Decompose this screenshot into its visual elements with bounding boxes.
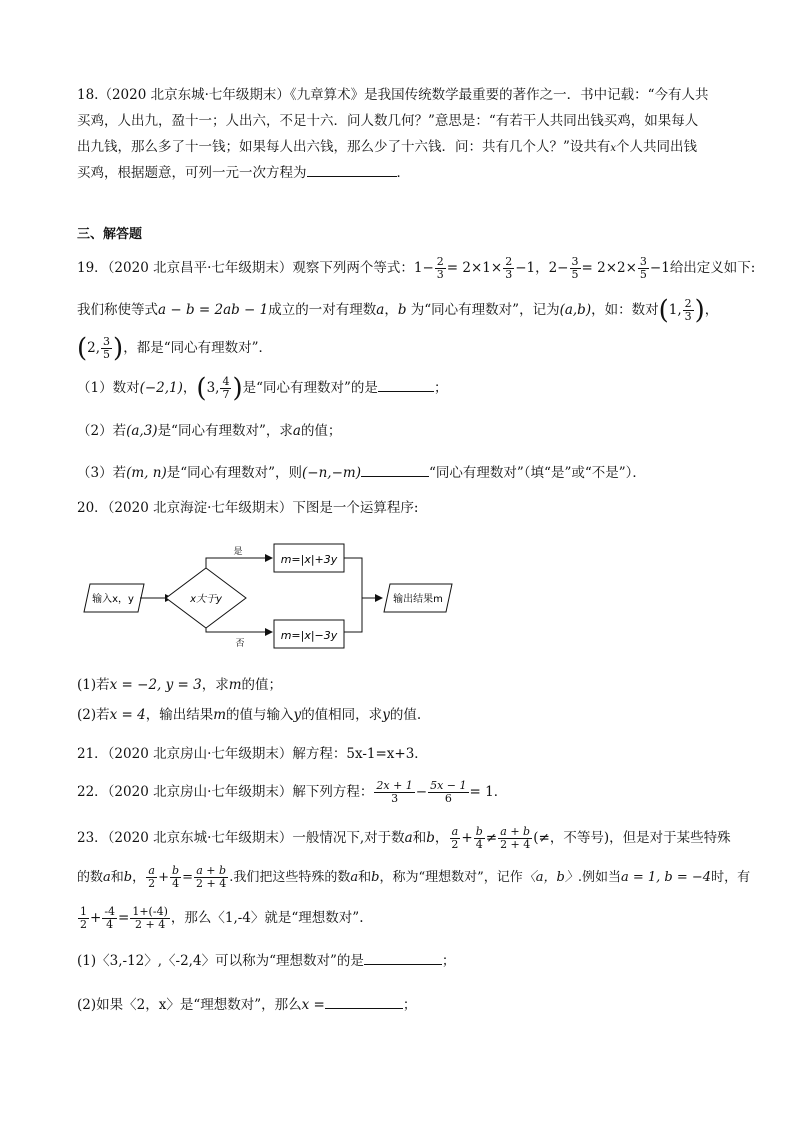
q19-eq1-frac2	[503, 256, 514, 281]
q22-frac1	[374, 780, 414, 805]
q23-p1-end: ；	[441, 953, 456, 969]
q20-p2-var: m	[213, 707, 227, 723]
q19-def2: 成立的一对有理数	[268, 302, 377, 318]
q19-ex2-lead: 2,	[87, 340, 101, 356]
q19-p1-den: 7	[222, 388, 230, 401]
flow-box-top-label: m=|x|+3y	[280, 553, 338, 566]
q19-eq2-tail: −1	[649, 260, 670, 276]
q19-ex1-num: 2	[684, 297, 692, 310]
q19-eq1-frac1	[435, 256, 446, 281]
q23-l1-c: ，	[434, 830, 449, 846]
q23-l1-a: 23．（2020 北京东城·七年级期末）一般情况下,对于数	[77, 830, 405, 846]
q23-part1	[77, 952, 455, 970]
q22-frac2	[428, 780, 468, 805]
q19-p1-a: （1）数对	[77, 380, 140, 396]
q19-eq1-frac2-num: 2	[505, 255, 513, 268]
q23-l1-b: 和	[412, 830, 427, 846]
q20-part2	[77, 706, 421, 724]
q19-p1-lead: 3,	[206, 380, 220, 396]
q20-p1-cond: x = −2, y = 3	[109, 677, 202, 693]
flow-no-line	[206, 628, 272, 632]
q23-l2-frac1	[146, 865, 157, 890]
q23-l3-frac2-den: 4	[106, 918, 114, 931]
q19-eq2-frac2-den: 5	[639, 268, 647, 281]
q23-line1	[77, 822, 731, 854]
q18-line3	[77, 138, 697, 158]
q19-p3-a: （3）若	[77, 465, 127, 481]
q23-l2-frac2-num: b	[172, 864, 180, 877]
q23-l2-var-b: b	[123, 870, 133, 885]
q20-flowchart	[80, 540, 480, 660]
q23-l2-var-b2: b	[371, 870, 380, 885]
q23-p2-var: x	[301, 997, 310, 1013]
q23-l2-frac1-den: 2	[148, 877, 156, 890]
q23-l1-var-b: b	[426, 830, 435, 846]
q19-def-a: a	[376, 302, 385, 318]
flow-box-bottom-label: m=|x|−3y	[280, 629, 338, 642]
q19-eq1-frac1-den: 3	[436, 268, 444, 281]
q23-l3-frac1-num: 1	[80, 905, 87, 918]
q22-intro: 22．（2020 北京房山·七年级期末）解下列方程：	[77, 784, 374, 800]
q19-p1-pair1: (−2,1)	[139, 380, 183, 396]
q23-l2-plus: +	[158, 870, 170, 885]
q23-p2-a: (2)如果	[77, 997, 124, 1013]
q19-eq2-a: 2−	[548, 260, 569, 276]
q23-l2-frac1-num: a	[148, 864, 155, 877]
flow-decision-label: x大于y	[190, 594, 222, 605]
q23-l3-frac3-den: 2 + 4	[134, 918, 166, 931]
q22	[77, 776, 507, 808]
q19-intro: 19．（2020 北京昌平·七年级期末）观察下列两个等式：	[77, 260, 414, 276]
q19-p3-pair: (m, n)	[126, 465, 167, 481]
q23-l3-b: 就是“理想数对”.	[264, 910, 364, 926]
q19-def-eq: a − b = 2ab − 1	[158, 302, 269, 318]
q23-l3-frac3-num: 1+(-4)	[132, 905, 168, 918]
q23-line3	[77, 902, 364, 934]
q23-l2-frac3-num: a + b	[196, 864, 227, 877]
q20-part1	[77, 676, 282, 694]
q23-l2-frac2	[170, 865, 181, 890]
q19-ex-end: ，	[704, 302, 719, 318]
q23-l2-var-a: a	[103, 870, 111, 885]
q19-part3	[77, 464, 646, 482]
q23-l1-neq: ≠	[485, 830, 498, 846]
q19-def3: ，	[384, 302, 398, 318]
q18-line1: 18.（2020 北京东城·七年级期末）《九章算术》是我国传统数学最重要的著作之一．书中记载：“今有人共	[77, 87, 709, 103]
q19-p2-b: 是“同心有理数对”，求	[157, 423, 293, 439]
q23-l2-frac2-den: 4	[172, 877, 180, 890]
q19-ex2-tail: ，都是“同心有理数对”．	[123, 340, 273, 356]
q21: 21．（2020 北京房山·七年级期末）解方程：5x-1=x+3．	[77, 746, 428, 762]
q20-p2-e: 的值.	[389, 707, 422, 723]
flow-no-label: 否	[235, 639, 245, 649]
q22-frac2-den: 6	[444, 792, 452, 805]
q19-eq1-mid: = 2×1×	[446, 260, 503, 276]
q19-p2-var: a	[292, 423, 301, 439]
q23-l2-h: 时，有	[711, 870, 751, 885]
q19-part1	[77, 374, 447, 402]
q19-p1-b: ，	[182, 380, 197, 396]
q19-part2	[77, 422, 341, 440]
q23-p2-answer-blank[interactable]	[325, 996, 403, 1009]
q23-l2-d: .我们把这些特殊的数	[229, 870, 351, 885]
q19-p1-frac	[220, 376, 231, 401]
q19-def5: ，如：数对	[591, 302, 659, 318]
q23-l3-frac2	[102, 906, 117, 931]
q19-p2-pair: (a,3)	[126, 423, 158, 439]
q23-l2-frac3	[194, 865, 228, 890]
q22-frac1-num: 2x + 1	[376, 779, 413, 792]
q18-line3-tail: 个人共同出钱	[616, 139, 698, 155]
q19-p1-answer-blank[interactable]	[378, 379, 434, 392]
q23-l3-eq: =	[118, 910, 130, 926]
q22-tail: = 1．	[469, 784, 508, 800]
q23-l1-frac1-den: 2	[451, 838, 459, 851]
q19-ex2-line	[77, 334, 272, 362]
q23-p1-a: (1)	[77, 953, 97, 969]
q19-sep: ，	[535, 260, 549, 276]
q23-l2-eq: =	[182, 870, 193, 885]
q23-l2-var-a2: a	[350, 870, 359, 885]
q19-p2-c: 的值；	[300, 423, 342, 439]
q23-part2	[77, 996, 416, 1014]
q18-var-x: x	[610, 143, 617, 154]
flow-input-label: 输入x，y	[92, 594, 134, 605]
q19-ex2-lparen: (	[77, 333, 88, 364]
q23-l3-plus: +	[90, 910, 102, 926]
q22-mid: −	[415, 784, 428, 800]
q19-eq1-tail: −1	[515, 260, 536, 276]
q18-answer-blank[interactable]	[307, 164, 397, 177]
q18-line3-text: 出九钱，那么多了十一钱；如果每人出六钱，那么少了十六钱．问：共有几个人？”设共有	[77, 139, 611, 155]
q23-l2-pair: 〈a，b〉	[522, 870, 578, 885]
q23-p1-b: 可以称为“理想数对”的是	[215, 953, 364, 969]
q19-eq1-a: 1−	[413, 260, 434, 276]
q20-p2-var2: y	[293, 707, 302, 723]
q20-p2-b: ，输出结果	[145, 707, 214, 723]
q23-l2-g: .例如当	[577, 870, 621, 885]
q19-p3-pair2: (−n,−m)	[302, 465, 361, 481]
q19-intro-line	[77, 254, 755, 282]
q19-eq2-frac1-den: 5	[571, 268, 579, 281]
section-title: 三、解答题	[77, 227, 143, 242]
q23-l1-frac3	[498, 826, 532, 851]
flow-output-label: 输出结果m	[393, 594, 443, 605]
q23-l1-d: (≠，不等号)，但是对于某些特殊	[533, 830, 731, 846]
q19-ex1-lead: 1,	[668, 302, 682, 318]
q19-def-b: b	[397, 302, 407, 318]
q19-ex2-num: 3	[103, 335, 111, 348]
q19-p3-b: 是“同心有理数对”，则	[166, 465, 303, 481]
q20-p2-d: 的值相同，求	[301, 707, 383, 723]
q19-p1-c: 是“同心有理数对”的是	[242, 380, 378, 396]
q23-l2-frac3-den: 2 + 4	[196, 877, 227, 890]
q23-l1-frac2-num: b	[475, 825, 483, 838]
q23-l3-pair: 〈1,-4〉	[211, 910, 265, 926]
q19-def-line	[77, 296, 718, 324]
q19-p1-lparen: (	[196, 373, 207, 404]
q19-def4: 为“同心有理数对”，记为	[406, 302, 560, 318]
q19-ex2-den: 5	[103, 348, 111, 361]
q23-l1-plus: +	[461, 830, 473, 846]
q23-p2-b: 是“理想数对”，那么	[179, 997, 302, 1013]
q23-l3-frac1-den: 2	[80, 918, 87, 931]
q20-intro: 20．（2020 北京海淀·七年级期末）下图是一个运算程序:	[77, 500, 419, 516]
q23-l1-frac3-den: 2 + 4	[500, 838, 531, 851]
q19-p3-c: “同心有理数对”（填“是”或“不是”）．	[428, 465, 646, 481]
q22-frac2-num: 5x − 1	[430, 779, 467, 792]
q23-l2-b: 和	[110, 870, 124, 885]
q19-ex1-frac	[683, 298, 694, 323]
q23-l1-frac1	[449, 826, 460, 851]
q19-eq2-mid: = 2×2×	[581, 260, 637, 276]
q18-line4-end: ．	[396, 165, 410, 181]
q18-line4-text: 买鸡，根据题意，可列一元一次方程为	[77, 165, 307, 181]
q19-eq2-frac2-num: 3	[639, 255, 647, 268]
q19-intro-end: 给出定义如下:	[669, 260, 756, 276]
q20-p1-var: m	[228, 677, 242, 693]
q19-def1: 我们称使等式	[77, 302, 158, 318]
q23-l1-frac3-num: a + b	[500, 825, 531, 838]
q19-def-pair: (a,b)	[559, 302, 592, 318]
q18-line2: 买鸡，人出九，盈十一；人出六，不足十六．问人数几何？”意思是：“有若干人共同出钱买鸡，如果每人	[77, 113, 699, 129]
q20-p1-a: (1)若	[77, 677, 110, 693]
q23-p2-c: =	[309, 997, 325, 1013]
q23-p2-end: ；	[402, 997, 417, 1013]
q23-p1-answer-blank[interactable]	[364, 952, 442, 965]
q19-eq2-frac1	[570, 256, 581, 281]
q20-p1-b: ，求	[201, 677, 229, 693]
q19-p1-num: 4	[222, 375, 230, 388]
q20-p2-cond: x = 4	[109, 707, 146, 723]
q23-l1-frac2-den: 4	[475, 838, 483, 851]
q23-l3-frac1	[78, 906, 89, 931]
flow-yes-label: 是	[233, 547, 243, 557]
q19-p2-a: （2）若	[77, 423, 127, 439]
q23-l2-c: ，	[132, 870, 146, 885]
q23-line2	[77, 862, 750, 894]
q19-p1-rparen: )	[232, 373, 243, 404]
q19-ex1-lparen: (	[658, 295, 669, 326]
q23-l2-f: ，称为“理想数对”，记作	[379, 870, 523, 885]
q19-ex2-frac	[101, 336, 112, 361]
q23-l2-e: 和	[358, 870, 372, 885]
q23-l3-a: ，那么	[170, 910, 212, 926]
q19-p1-end: ；	[433, 380, 448, 396]
q23-p1-pairs: 〈3,-12〉,〈-2,4〉	[96, 953, 216, 969]
q19-eq1-frac2-den: 3	[505, 268, 513, 281]
q23-l1-var-a: a	[404, 830, 413, 846]
q23-l1-frac2	[474, 826, 485, 851]
q23-l2-a: 的数	[77, 870, 104, 885]
flow-yes-line	[206, 558, 272, 568]
q20-p2-a: (2)若	[77, 707, 110, 723]
q23-l1-frac1-num: a	[451, 825, 459, 838]
q20-p1-c: 的值；	[241, 677, 283, 693]
q20-p2-c: 的值与输入	[226, 707, 294, 723]
q19-ex1-den: 3	[684, 310, 692, 323]
q23-l3-frac3	[130, 906, 170, 931]
q19-p3-answer-blank[interactable]	[361, 464, 429, 477]
q18-line4	[77, 164, 410, 182]
q19-ex2-rparen: )	[113, 333, 124, 364]
q19-eq1-frac1-num: 2	[436, 255, 444, 268]
q23-p2-pair: 〈2，x〉	[123, 997, 180, 1013]
q19-eq2-frac1-num: 3	[571, 255, 579, 268]
q19-ex1-rparen: )	[694, 295, 705, 326]
q22-frac1-den: 3	[391, 792, 399, 805]
flow-merge-top	[344, 558, 362, 632]
q20-p2-var3: y	[382, 707, 390, 723]
q19-eq2-frac2	[638, 256, 649, 281]
q23-l3-frac2-num: -4	[104, 905, 116, 918]
q23-l2-cond: a = 1, b = −4	[620, 870, 712, 885]
